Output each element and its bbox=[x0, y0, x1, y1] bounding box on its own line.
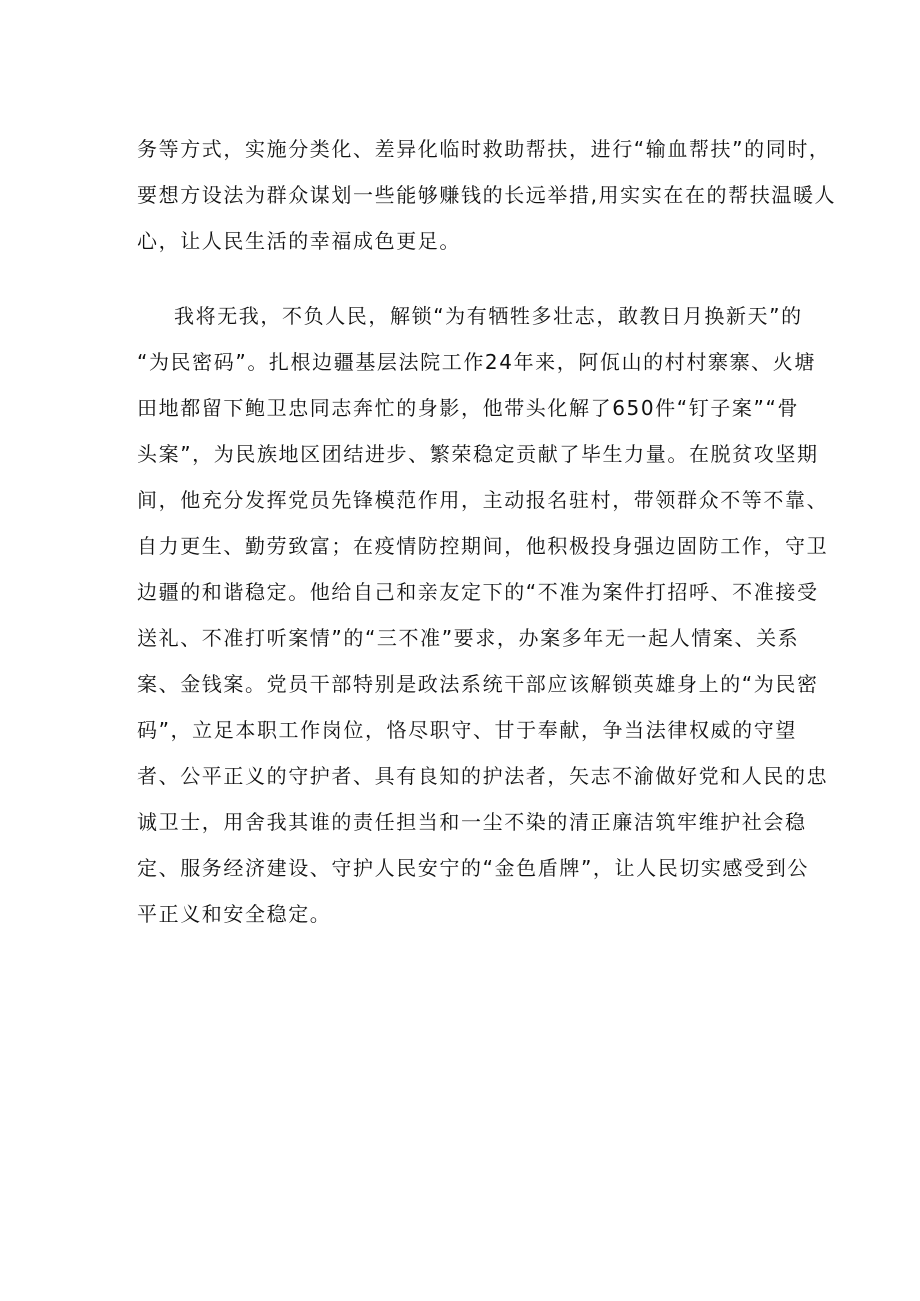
text-line: 要想方设法为群众谋划一些能够赚钱的长远举措,用实实在在的帮扶温暖人 bbox=[137, 183, 837, 207]
text-line: 田地都留下鲍卫忠同志奔忙的身影，他带头化解了650件“钉子案”“骨 bbox=[137, 396, 800, 420]
text-line: “为民密码”。扎根边疆基层法院工作24年来，阿佤山的村村寨寨、火塘 bbox=[137, 350, 816, 374]
text-line: 我将无我，不负人民，解锁“为有牺牲多壮志，敢教日月换新天”的 bbox=[174, 304, 803, 328]
text-line: 码”，立足本职工作岗位，恪尽职守、甘于奉献，争当法律权威的守望 bbox=[137, 718, 797, 742]
text-line: 务等方式，实施分类化、差异化临时救助帮扶，进行“输血帮扶”的同时， bbox=[137, 137, 831, 161]
text-line: 心，让人民生活的幸福成色更足。 bbox=[137, 229, 461, 253]
text-line: 定、服务经济建设、守护人民安宁的“金色盾牌”，让人民切实感受到公 bbox=[137, 856, 809, 880]
text-line: 边疆的和谐稳定。他给自己和亲友定下的“不准为案件打招呼、不准接受 bbox=[137, 580, 819, 604]
text-line: 诚卫士，用舍我其谁的责任担当和一尘不染的清正廉洁筑牢维护社会稳 bbox=[137, 810, 807, 834]
text-line: 平正义和安全稳定。 bbox=[137, 902, 332, 926]
text-line: 间，他充分发挥党员先锋模范作用，主动报名驻村，带领群众不等不靠、 bbox=[137, 488, 829, 512]
text-line: 案、金钱案。党员干部特别是政法系统干部应该解锁英雄身上的“为民密 bbox=[137, 672, 819, 696]
text-line: 头案”，为民族地区团结进步、繁荣稳定贡献了毕生力量。在脱贫攻坚期 bbox=[137, 442, 819, 466]
text-line: 者、公平正义的守护者、具有良知的护法者，矢志不渝做好党和人民的忠 bbox=[137, 764, 829, 788]
text-line: 送礼、不准打听案情”的“三不准”要求，办案多年无一起人情案、关系 bbox=[137, 626, 800, 650]
text-line: 自力更生、勤劳致富；在疫情防控期间，他积极投身强边固防工作，守卫 bbox=[137, 534, 829, 558]
